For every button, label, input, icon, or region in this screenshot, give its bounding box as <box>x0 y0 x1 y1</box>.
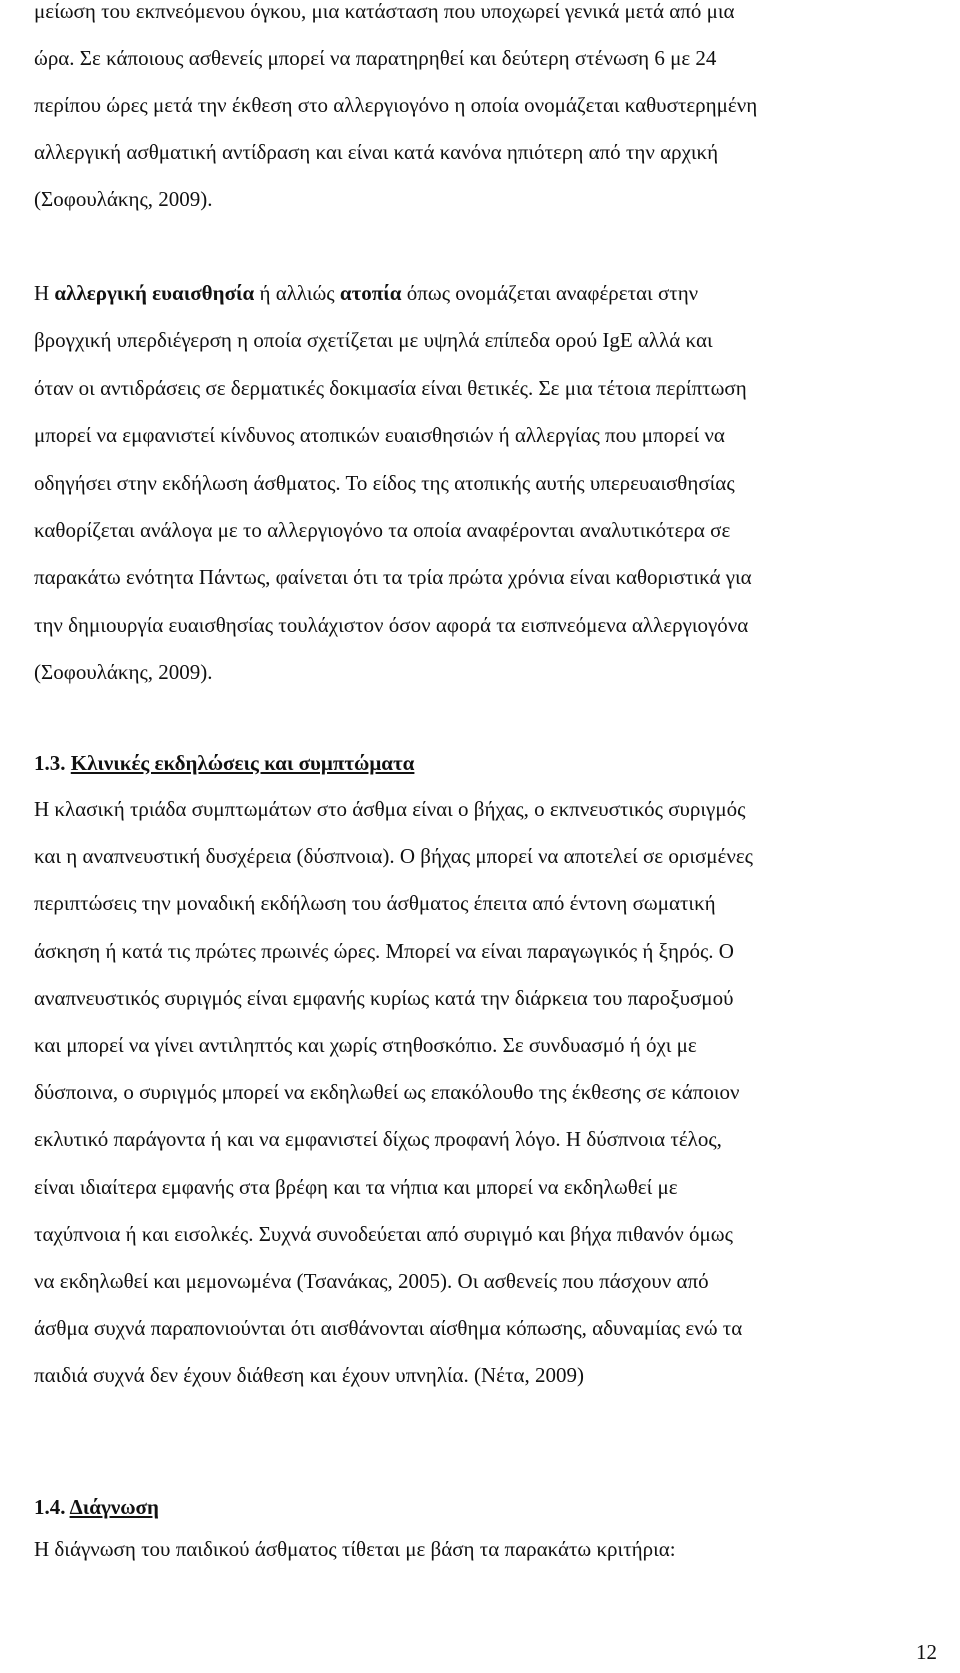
text-line: οδηγήσει στην εκδήλωση άσθματος. Το είδος της ατοπικής αυτής υπερευαισθησίας <box>34 470 735 495</box>
paragraph-atopy <box>34 278 934 705</box>
text-line: αλλεργική ασθματική αντίδραση και είναι κατά κανόνα ηπιότερη από την αρχική <box>34 140 719 164</box>
text-line: (Σοφουλάκης, 2009). <box>34 187 213 211</box>
text-line: όταν οι αντιδράσεις σε δερματικές δοκιμασία είναι θετικές. Σε μια τέτοια περίπτωση <box>34 375 747 400</box>
text-line: καθορίζεται ανάλογα με το αλλεργιογόνο τα οποία αναφέρονται αναλυτικότερα σε <box>34 517 731 542</box>
paragraph-diagnosis-intro <box>34 1537 934 1562</box>
text-line: και η αναπνευστική δυσχέρεια (δύσπνοια). Ο βήχας μπορεί να αποτελεί σε ορισμένες <box>34 844 753 869</box>
text-line <box>34 278 934 325</box>
section-title: Κλινικές εκδηλώσεις και συμπτώματα <box>70 751 415 775</box>
section-number: 1.3. <box>34 751 66 775</box>
text-line: να εκδηλωθεί και μεμονωμένα (Τσανάκας, 2005). Οι ασθενείς που πάσχουν από <box>34 1268 709 1293</box>
text-line: Η κλασική τριάδα συμπτωμάτων στο άσθμα είναι ο βήχας, ο εκπνευστικός συριγμός <box>34 797 746 821</box>
text-line: Η διάγνωση του παιδικού άσθματος τίθεται με βάση τα παρακάτω κριτήρια: <box>34 1537 676 1561</box>
text-run: όπως ονομάζεται αναφέρεται στην <box>401 281 699 305</box>
section-heading-clinical-manifestations <box>34 751 414 776</box>
text-line: δύσποινα, ο συριγμός μπορεί να εκδηλωθεί ως επακόλουθο της έκθεσης σε κάποιον <box>34 1080 740 1105</box>
text-line: είναι ιδιαίτερα εμφανής στα βρέφη και τα νήπια και μπορεί να εκδηλωθεί με <box>34 1174 678 1199</box>
text-line: παιδιά συχνά δεν έχουν διάθεση και έχουν υπνηλία. (Νέτα, 2009) <box>34 1363 584 1388</box>
text-line: (Σοφουλάκης, 2009). <box>34 660 213 685</box>
text-line: μπορεί να εμφανιστεί κίνδυνος ατοπικών ευαισθησιών ή αλλεργίας που μπορεί να <box>34 423 725 448</box>
text-line: μείωση του εκπνεόμενου όγκου, μια κατάσταση που υποχωρεί γενικά μετά από μια <box>34 0 735 23</box>
text-line: ταχύπνοια ή και εισολκές. Συχνά συνοδεύεται από συριγμό και βήχα πιθανόν όμως <box>34 1221 733 1246</box>
text-line: την δημιουργία ευαισθησίας τουλάχιστον όσον αφορά τα εισπνεόμενα αλλεργιογόνα <box>34 612 749 637</box>
section-title: Διάγνωση <box>69 1495 159 1519</box>
text-line: παρακάτω ενότητα Πάντως, φαίνεται ότι τα τρία πρώτα χρόνια είναι καθοριστικά για <box>34 565 752 590</box>
text-run: ή αλλιώς <box>254 281 340 305</box>
text-run: Η <box>34 281 55 305</box>
page-number: 12 <box>916 1640 937 1664</box>
text-line: άσκηση ή κατά τις πρώτες πρωινές ώρες. Μπορεί να είναι παραγωγικός ή ξηρός. Ο <box>34 938 734 963</box>
text-line: βρογχική υπερδιέγερση η οποία σχετίζεται με υψηλά επίπεδα ορού IgE αλλά και <box>34 328 713 353</box>
text-line: εκλυτικό παράγοντα ή και να εμφανιστεί δίχως προφανή λόγο. Η δύσπνοια τέλος, <box>34 1127 722 1152</box>
text-line: αναπνευστικός συριγμός είναι εμφανής κυρίως κατά την διάρκεια του παροξυσμού <box>34 985 734 1010</box>
paragraph-early-reaction <box>34 0 934 231</box>
text-line: άσθμα συχνά παραπονιούνται ότι αισθάνονται αίσθημα κόπωσης, αδυναμίας ενώ τα <box>34 1316 743 1341</box>
paragraph-symptoms <box>34 794 934 1407</box>
text-line: ώρα. Σε κάποιους ασθενείς μπορεί να παρατηρηθεί και δεύτερη στένωση 6 με 24 <box>34 46 717 70</box>
bold-term-allergic-sensitivity: αλλεργική ευαισθησία <box>54 281 255 305</box>
section-heading-diagnosis <box>34 1495 159 1520</box>
text-line: και μπορεί να γίνει αντιληπτός και χωρίς στηθοσκόπιο. Σε συνδυασμό ή όχι με <box>34 1032 697 1057</box>
text-line: περίπου ώρες μετά την έκθεση στο αλλεργιογόνο η οποία ονομάζεται καθυστερημένη <box>34 93 758 117</box>
bold-term-atopy: ατοπία <box>339 281 402 305</box>
section-number: 1.4. <box>34 1495 66 1519</box>
text-line: περιπτώσεις την μοναδική εκδήλωση του άσθματος έπειτα από έντονη σωματική <box>34 891 716 916</box>
